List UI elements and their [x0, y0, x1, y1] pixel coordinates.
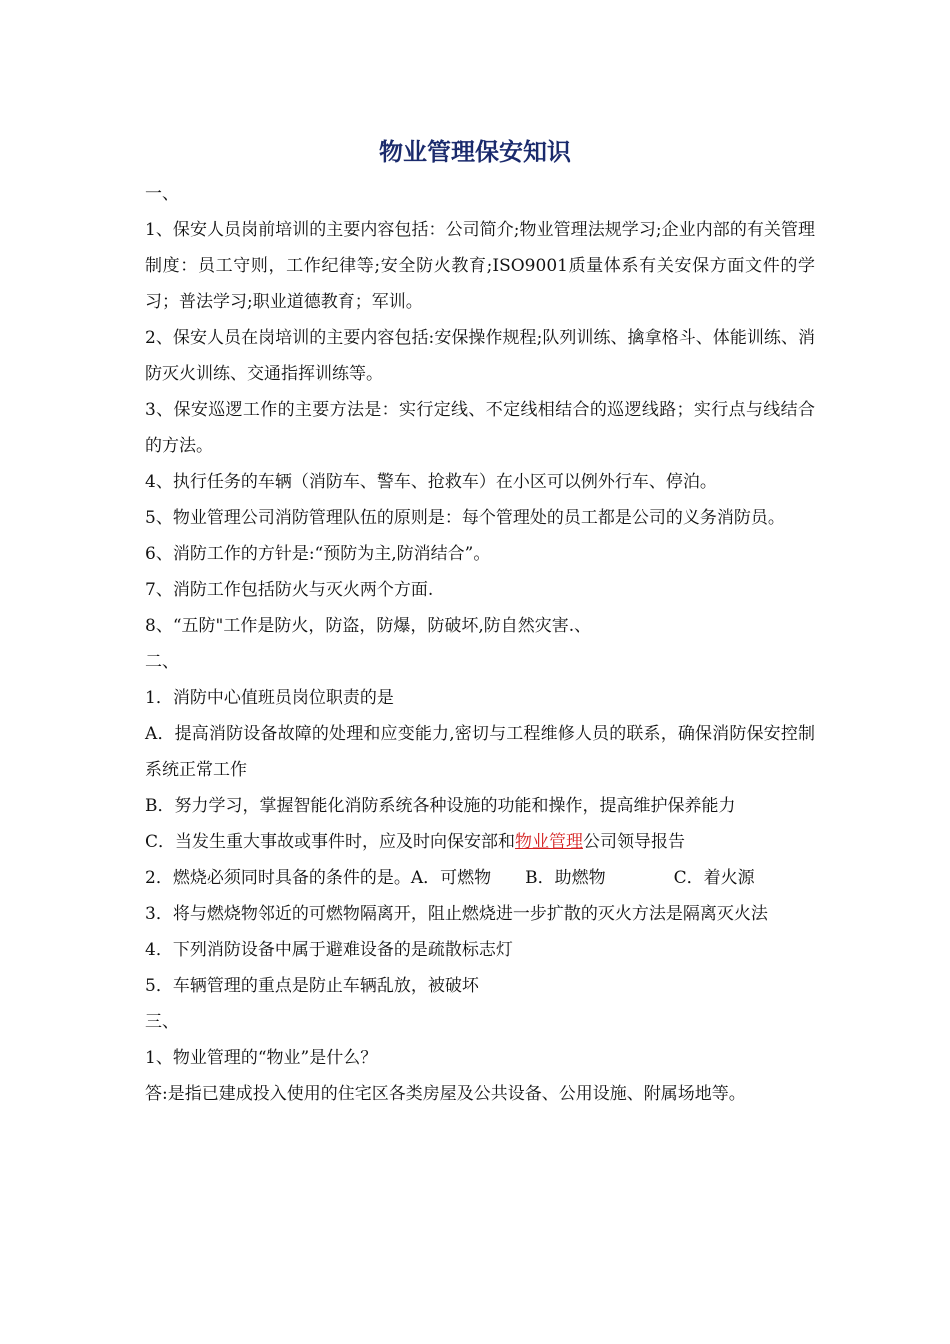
document-title: 物业管理保安知识	[379, 137, 571, 166]
section-2-question-1: 1．消防中心值班员岗位职责的是	[145, 688, 394, 708]
section-1-heading: 一、	[145, 184, 179, 204]
section-1-item-7: 7、消防工作包括防火与灭火两个方面.	[145, 580, 434, 600]
option-c-text-before: C．当发生重大事故或事件时，应及时向保安部和	[145, 832, 516, 852]
section-2-question-2: 2．燃烧必须同时具备的条件的是。A．可燃物 B．助燃物 C．着火源	[145, 868, 755, 888]
section-2-question-5: 5．车辆管理的重点是防止车辆乱放，被破坏	[145, 976, 479, 996]
section-2-question-3: 3．将与燃烧物邻近的可燃物隔离开，阻止燃烧进一步扩散的灭火方法是隔离灭火法	[145, 904, 768, 924]
section-1-item-3: 3、保安巡逻工作的主要方法是：实行定线、不定线相结合的巡逻线路；实行点与线结合的方法。	[145, 400, 815, 456]
document-body	[145, 176, 815, 1112]
option-c-text-after: 公司领导报告	[583, 832, 686, 852]
section-1-item-4: 4、执行任务的车辆（消防车、警车、抢救车）在小区可以例外行车、停泊。	[145, 472, 717, 492]
property-management-link[interactable]: 物业管理	[515, 832, 584, 852]
section-2-question-4: 4．下列消防设备中属于避难设备的是疏散标志灯	[145, 940, 513, 960]
section-1-item-1: 1、保安人员岗前培训的主要内容包括：公司简介;物业管理法规学习;企业内部的有关管理制度：员工守则，工作纪律等;安全防火教育;ISO9001质量体系有关安保方面文件的学习；普法学习;职业道德教育；军训。	[145, 220, 815, 312]
section-1-item-2: 2、保安人员在岗培训的主要内容包括:安保操作规程;队列训练、擒拿格斗、体能训练、消防灭火训练、交通指挥训练等。	[145, 328, 815, 384]
section-1-item-5: 5、物业管理公司消防管理队伍的原则是：每个管理处的员工都是公司的义务消防员。	[145, 508, 785, 528]
section-1-item-8: 8、“五防"工作是防火，防盗，防爆，防破坏,防自然灾害.、	[145, 616, 592, 636]
section-2-question-1-option-a: A．提高消防设备故障的处理和应变能力,密切与工程维修人员的联系，确保消防保安控制系统正常工作	[145, 724, 815, 780]
section-3-heading: 三、	[145, 1012, 179, 1032]
section-2-question-1-option-c	[145, 824, 815, 860]
section-2-question-1-option-b: B．努力学习，掌握智能化消防系统各种设施的功能和操作，提高维护保养能力	[145, 796, 736, 816]
section-3-answer-1: 答:是指已建成投入使用的住宅区各类房屋及公共设备、公用设施、附属场地等。	[145, 1084, 746, 1104]
section-2-heading: 二、	[145, 652, 179, 672]
section-3-question-1: 1、物业管理的“物业”是什么？	[145, 1048, 378, 1068]
section-1-item-6: 6、消防工作的方针是:“预防为主,防消结合”。	[145, 544, 491, 564]
